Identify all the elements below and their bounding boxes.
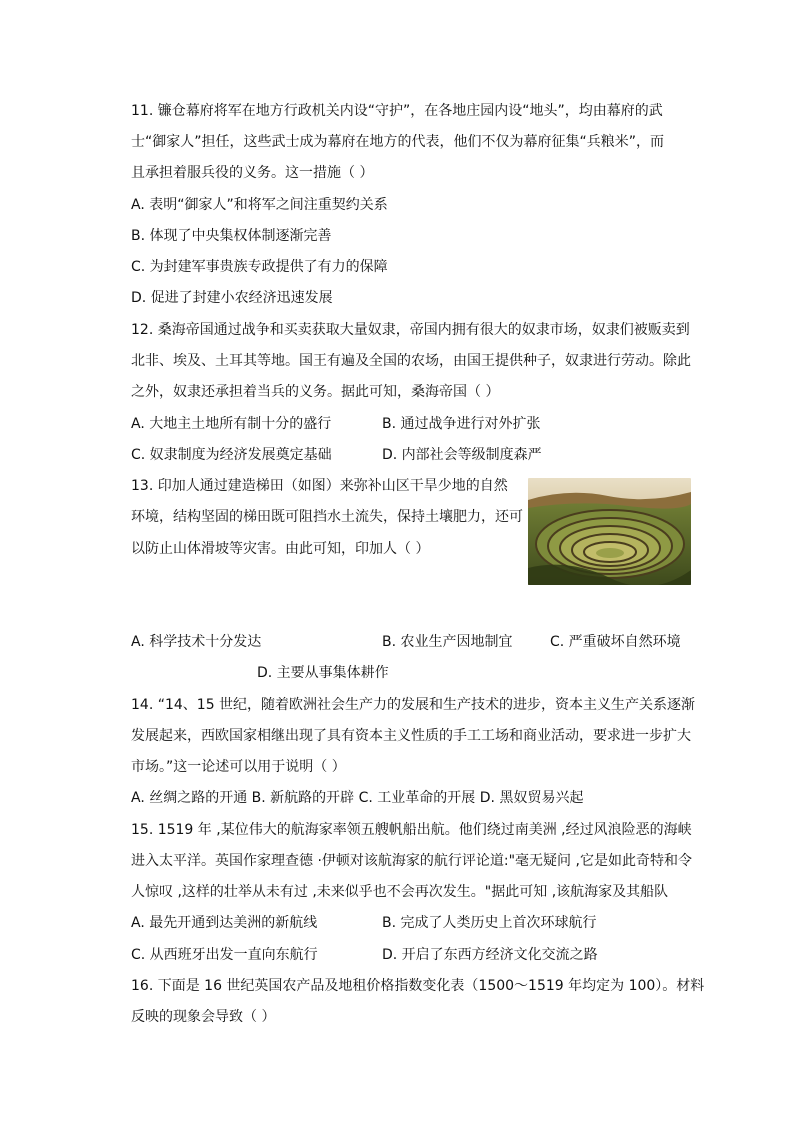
q12-option-b: B. 通过战争进行对外扩张 xyxy=(382,416,541,432)
q15-option-c: C. 从西班牙出发一直向东航行 xyxy=(131,947,318,963)
q11-option-c: C. 为封建军事贵族专政提供了有力的保障 xyxy=(131,259,388,275)
q11-stem-line-1: 11. 镰仓幕府将军在地方行政机关内设“守护”，在各地庄园内设“地头”，均由幕府的武 xyxy=(131,103,663,119)
q14-stem-line-3: 市场。”这一论述可以用于说明（ ） xyxy=(131,759,346,775)
q15-stem-line-2: 进入太平洋。英国作家理查德 ·伊顿对该航海家的航行评论道:"毫无疑问 ,它是如此奇特和令 xyxy=(131,853,692,869)
q13-option-d: D. 主要从事集体耕作 xyxy=(257,665,389,681)
q16-stem-line-2: 反映的现象会导致（ ） xyxy=(131,1009,276,1025)
q12-option-a: A. 大地主土地所有制十分的盛行 xyxy=(131,416,332,432)
q11-option-d: D. 促进了封建小农经济迅速发展 xyxy=(131,290,333,306)
q13-stem-line-2: 环境，结构坚固的梯田既可阻挡水土流失，保持土壤肥力，还可 xyxy=(131,509,523,525)
q15-option-b: B. 完成了人类历史上首次环球航行 xyxy=(382,915,597,931)
q16-stem-line-1: 16. 下面是 16 世纪英国农产品及地租价格指数变化表（1500～1519 年均定为 100）。材料 xyxy=(131,978,705,994)
q15-option-a: A. 最先开通到达美洲的新航线 xyxy=(131,915,318,931)
q11-option-a: A. 表明“御家人”和将军之间注重契约关系 xyxy=(131,197,388,213)
terrace-photo xyxy=(528,478,691,585)
q13-stem-line-1: 13. 印加人通过建造梯田（如图）来弥补山区干旱少地的自然 xyxy=(131,478,508,494)
q12-option-c: C. 奴隶制度为经济发展奠定基础 xyxy=(131,447,332,463)
q12-stem-line-1: 12. 桑海帝国通过战争和买卖获取大量奴隶，帝国内拥有很大的奴隶市场，奴隶们被贩卖到 xyxy=(131,322,690,338)
q12-stem-line-2: 北非、埃及、土耳其等地。国王有遍及全国的农场，由国王提供种子，奴隶进行劳动。除此 xyxy=(131,353,691,369)
q15-option-d: D. 开启了东西方经济文化交流之路 xyxy=(382,947,598,963)
q13-option-b: B. 农业生产因地制宜 xyxy=(382,634,513,650)
q11-option-b: B. 体现了中央集权体制逐渐完善 xyxy=(131,228,332,244)
q11-stem-line-2: 士“御家人”担任，这些武士成为幕府在地方的代表，他们不仅为幕府征集“兵粮米”，而 xyxy=(131,134,665,150)
q13-option-c: C. 严重破坏自然环境 xyxy=(550,634,681,650)
q14-options: A. 丝绸之路的开通 B. 新航路的开辟 C. 工业革命的开展 D. 黑奴贸易兴起 xyxy=(131,790,584,806)
q11-stem-line-3: 且承担着服兵役的义务。这一措施（ ） xyxy=(131,165,374,181)
q14-stem-line-2: 发展起来，西欧国家相继出现了具有资本主义性质的手工工场和商业活动，要求进一步扩大 xyxy=(131,728,691,744)
q15-stem-line-3: 人惊叹 ,这样的壮举从未有过 ,未来似乎也不会再次发生。"据此可知 ,该航海家及其船队 xyxy=(131,884,669,900)
q15-stem-line-1: 15. 1519 年 ,某位伟大的航海家率领五艘帆船出航。他们绕过南美洲 ,经过风浪险恶的海峡 xyxy=(131,822,692,838)
q13-option-a: A. 科学技术十分发达 xyxy=(131,634,262,650)
q13-stem-line-3: 以防止山体滑坡等灾害。由此可知，印加人（ ） xyxy=(131,541,430,557)
q12-stem-line-3: 之外，奴隶还承担着当兵的义务。据此可知，桑海帝国（ ） xyxy=(131,384,500,400)
q12-option-d: D. 内部社会等级制度森严 xyxy=(382,447,542,463)
q14-stem-line-1: 14. “14、15 世纪，随着欧洲社会生产力的发展和生产技术的进步，资本主义生产关系逐渐 xyxy=(131,697,696,713)
